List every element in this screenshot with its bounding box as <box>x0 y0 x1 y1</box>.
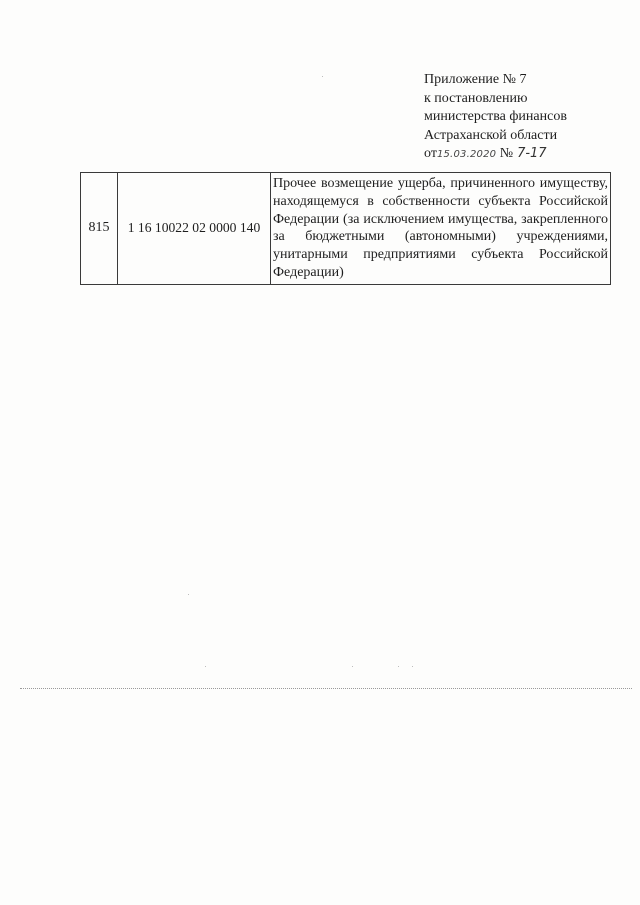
appendix-ministry: министерства финансов <box>424 109 567 125</box>
budget-classification-code-cell: 1 16 10022 02 0000 140 <box>118 173 271 285</box>
date-prefix: от <box>424 146 437 162</box>
handwritten-date: 15.03.2020 <box>436 149 497 161</box>
scan-dotted-line <box>20 688 632 689</box>
appendix-resolution-ref: к постановлению <box>424 90 528 106</box>
scan-speck <box>188 594 189 595</box>
appendix-region: Астраханской области <box>424 127 558 143</box>
revenue-code-table <box>80 172 611 285</box>
scan-speck <box>205 666 206 667</box>
appendix-header <box>424 71 624 165</box>
revenue-name-cell: Прочее возмещение ущерба, причиненного имуществу, находящемуся в собственности субъекта Российской Федерации (за исключением имущества, закрепленного за бюджетными (автономными) учреждениями, унитарными предприятиями субъекта Российской Федерации) <box>271 173 611 285</box>
table-row <box>81 173 611 285</box>
scan-speck <box>322 76 323 77</box>
handwritten-number: 7-17 <box>517 146 547 162</box>
appendix-date-number <box>424 145 624 165</box>
scan-speck <box>352 666 353 667</box>
admin-code-cell: 815 <box>81 173 118 285</box>
appendix-title: Приложение № 7 <box>424 72 527 87</box>
number-sign: № <box>499 146 514 162</box>
scan-speck <box>398 666 399 667</box>
scan-speck <box>412 666 413 667</box>
